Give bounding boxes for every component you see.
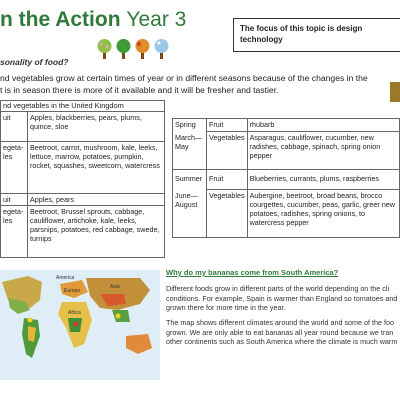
intro-line-1: nd vegetables grow at certain times of year or in different seasons because of the changes in the [0, 73, 368, 83]
produce-type: uit [1, 112, 28, 142]
produce-items: Blueberries, currants, plums, raspberries [247, 170, 399, 190]
produce-items: Asparagus, cauliflower, cucumber, new radishes, cabbage, spinach, spring onion pepper [247, 132, 399, 170]
map-paragraph: The map shows different climates around the world and some of the foo grown. We are only able to eat bananas all year round because we tran other continents such as South America where the climate is much warm [166, 318, 398, 347]
produce-items: Beetroot, carrot, mushroom, kale, leeks, lettuce, marrow, potatoes, pumpkin, rocket, squashes, sweetcorn, watercress [28, 142, 165, 194]
produce-items: Apples, pears [28, 194, 165, 206]
table-row [1, 206, 165, 258]
produce-items: rhubarb [247, 119, 399, 132]
tree-autumn-icon [136, 39, 150, 59]
season-label: Spring [173, 119, 207, 132]
tomato-icon [74, 322, 79, 327]
season-produce-table [172, 118, 400, 238]
map-label: Europe [64, 288, 81, 294]
focus-note: The focus of this topic is design technology [233, 18, 400, 52]
produce-photo [390, 82, 400, 102]
intro-paragraph [0, 72, 400, 96]
uk-produce-table [0, 111, 165, 258]
bananas-question: Why do my bananas come from South America? [166, 268, 339, 277]
seasonal-trees-icon [96, 38, 176, 60]
map-label: America [56, 275, 75, 281]
produce-type: egeta- les [1, 142, 28, 194]
table-row [1, 112, 165, 142]
map-label: Asia [110, 284, 120, 290]
produce-items: Apples, blackberries, pears, plums, quince, sloe [28, 112, 165, 142]
produce-type: Vegetables [207, 132, 248, 170]
produce-type: Vegetables [207, 190, 248, 238]
tree-spring-icon [98, 39, 112, 59]
produce-type: Fruit [207, 170, 248, 190]
map-label: Africa [68, 310, 81, 316]
season-months: March—May [173, 132, 207, 170]
world-climate-map [0, 270, 160, 380]
table-row [1, 194, 165, 206]
page-title [0, 8, 186, 32]
season-months: June—August [173, 190, 207, 238]
produce-items: Beetroot, Brussel sprouts, cabbage, cauliflower, artichoke, kale, leeks, parsnips, potatoes, red cabbage, swede, turnips [28, 206, 165, 258]
table-row [173, 132, 400, 170]
produce-items: Aubergine, beetroot, broad beans, brocco courgettes, cucumber, peas, garlic, greer new potatoes, radishes, spring onions, to watercress pepper [247, 190, 399, 238]
produce-type: uit [1, 194, 28, 206]
banana-icon [116, 314, 121, 319]
table-row [173, 170, 400, 190]
season-label: Summer [173, 170, 207, 190]
table-row [173, 119, 400, 132]
tree-summer-icon [117, 39, 131, 59]
table-row [173, 190, 400, 238]
seasonality-question: sonality of food? [0, 57, 69, 67]
title-year: Year 3 [126, 8, 187, 31]
banana-icon [28, 318, 33, 323]
climate-paragraph: Different foods grow in different parts of the world depending on the cli conditions. For example, Spain is warmer than England so tomatoes and grown there for more time in the year. [166, 284, 398, 313]
title-main: n the Action [0, 8, 121, 31]
intro-line-2: t is in season there is more of it available and it will be fresher and tastier. [0, 85, 279, 95]
table-row [1, 142, 165, 194]
uk-table-heading: nd vegetables in the United Kingdom [0, 100, 165, 111]
produce-type: egeta- les [1, 206, 28, 258]
tree-winter-icon [155, 39, 169, 59]
produce-type: Fruit [207, 119, 248, 132]
